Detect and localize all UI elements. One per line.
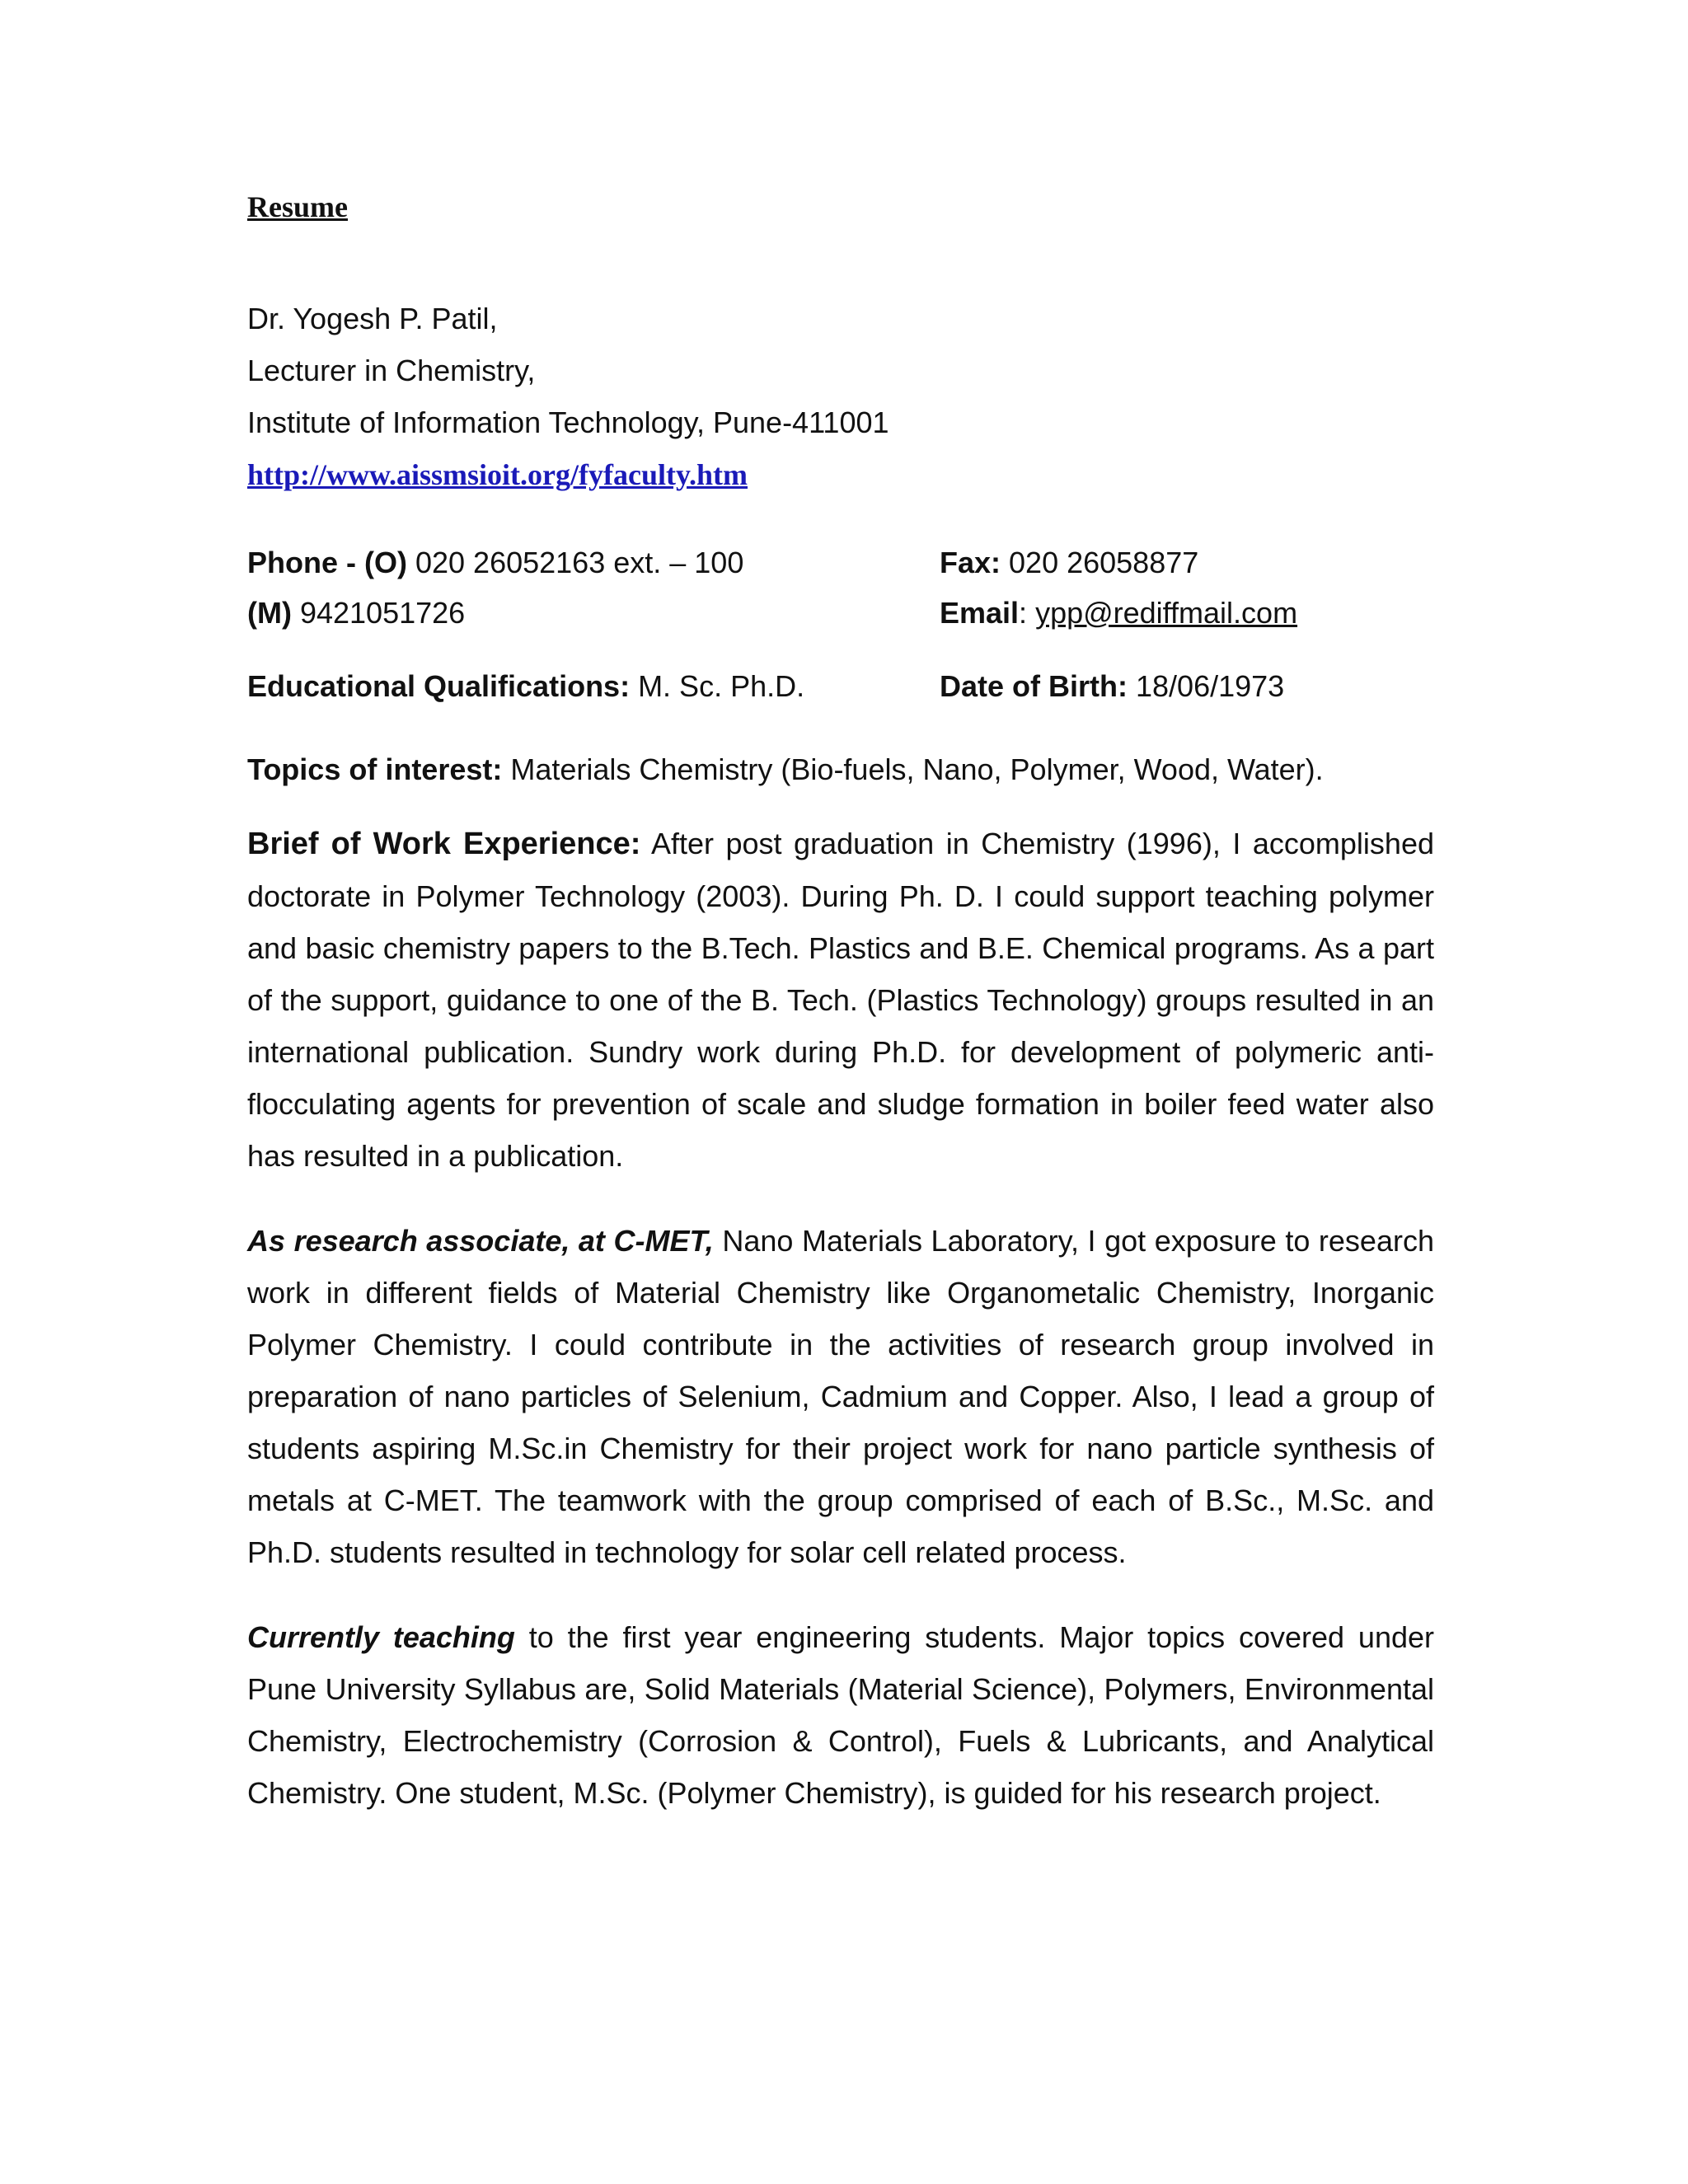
resume-content: [247, 190, 1434, 1819]
person-institute: Institute of Information Technology, Pune-411001: [247, 405, 889, 439]
fax-value: 020 26058877: [1001, 546, 1199, 579]
educational-qualifications: [247, 661, 804, 711]
fax: [940, 537, 1198, 588]
work-experience-paragraph: [247, 818, 1434, 1182]
qualifications-value: M. Sc. Ph.D.: [630, 669, 805, 703]
qualifications-row: [247, 661, 1434, 711]
date-of-birth: [940, 661, 1284, 711]
faculty-page-link[interactable]: http://www.aissmsioit.org/fyfaculty.htm: [247, 458, 748, 491]
email: [940, 588, 1297, 638]
contact-row-1: [247, 537, 1434, 588]
work-experience-text: After post graduation in Chemistry (1996), I accomplished doctorate in Polymer Technology (2003). During Ph. D. I could support teaching polymer and basic chemistry papers to the B.Tech. Plastics and B.E. Chemical programs. As a part of the support, guidance to one of the B. Tech. (Plastics Technology) groups resulted in an international publication. Sundry work during Ph.D. for development of polymeric anti-flocculating agents for prevention of scale and sludge formation in boiler feed water also has resulted in a publication.: [247, 827, 1434, 1173]
research-associate-label: As research associate, at C-MET,: [247, 1224, 714, 1258]
topics-value: Materials Chemistry (Bio-fuels, Nano, Polymer, Wood, Water).: [502, 752, 1324, 786]
mobile-phone: [247, 588, 465, 638]
resume-heading: Resume: [247, 190, 348, 223]
office-phone-label: Phone - (O): [247, 546, 407, 579]
email-separator: :: [1019, 596, 1036, 630]
person-position: Lecturer in Chemistry,: [247, 354, 536, 387]
teaching-paragraph: [247, 1611, 1434, 1819]
topics-of-interest: [247, 744, 1434, 794]
dob-value: 18/06/1973: [1128, 669, 1285, 703]
fax-label: Fax:: [940, 546, 1001, 579]
office-phone-value: 020 26052163 ext. – 100: [406, 546, 744, 579]
qualifications-label: Educational Qualifications:: [247, 669, 631, 703]
office-phone: [247, 537, 743, 588]
contact-row-2: [247, 588, 1434, 638]
mobile-value: 9421051726: [291, 596, 466, 630]
teaching-text: to the first year engineering students. Major topics covered under Pune University Syllabus are, Solid Materials (Material Science), Polymers, Environmental Chemistry, Electrochemistry (Corrosion & Control), Fuels & Lubricants, and Analytical Chemistry. One student, M.Sc. (Polymer Chemistry), is guided for his research project.: [247, 1620, 1434, 1810]
person-name: Dr. Yogesh P. Patil,: [247, 302, 498, 335]
mobile-label: (M): [247, 596, 292, 630]
teaching-label: Currently teaching: [247, 1620, 515, 1654]
dob-label: Date of Birth:: [940, 669, 1128, 703]
personal-header: [247, 293, 1434, 501]
research-associate-text: Nano Materials Laboratory, I got exposure to research work in different fields of Material Chemistry like Organometalic Chemistry, Inorganic Polymer Chemistry. I could contribute in the activities of research group involved in preparation of nano particles of Selenium, Cadmium and Copper. Also, I lead a group of students aspiring M.Sc.in Chemistry for their project work for nano particle synthesis of metals at C-MET. The teamwork with the group comprised of each of B.Sc., M.Sc. and Ph.D. students resulted in technology for solar cell related process.: [247, 1224, 1434, 1569]
email-link[interactable]: ypp@rediffmail.com: [1035, 596, 1298, 630]
work-experience-label: Brief of Work Experience:: [247, 827, 641, 861]
research-associate-paragraph: [247, 1215, 1434, 1578]
email-label: Email: [940, 596, 1020, 630]
contact-details: [247, 537, 1434, 638]
topics-label: Topics of interest:: [247, 752, 503, 786]
